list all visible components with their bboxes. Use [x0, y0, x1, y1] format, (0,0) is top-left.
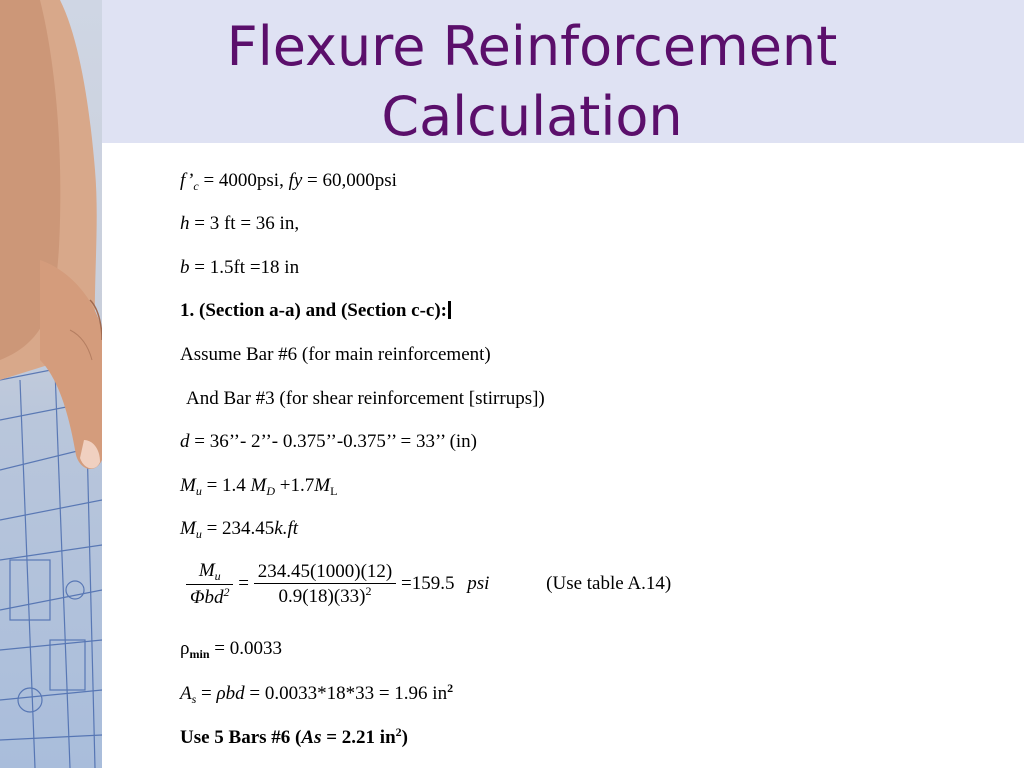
steel-area-value: = 0.0033*18*33 = 1.96 in	[244, 683, 448, 704]
symbol-As: A	[180, 683, 192, 704]
symbol-rho-subscript: min	[189, 647, 210, 661]
symbol-fc: f’	[180, 170, 194, 191]
assume-main-bar-text: Assume Bar #6 (for main reinforcement)	[180, 344, 491, 365]
equals-sign-2: =	[201, 683, 212, 704]
line-width	[180, 257, 299, 279]
moment-unit: k.ft	[274, 518, 299, 539]
section-heading-text: 1. (Section a-a) and (Section c-c):	[180, 300, 448, 321]
provided-area-exponent: 2	[395, 725, 402, 739]
equals-sign-1: =	[238, 572, 249, 594]
symbol-d: d	[180, 431, 190, 452]
moment-value: = 234.45	[206, 518, 275, 539]
factor-1-7: +1.7	[275, 475, 315, 496]
line-height	[180, 213, 299, 235]
fy-value: = 60,000psi	[302, 170, 397, 191]
line-factored-moment-value	[180, 518, 298, 542]
symbol-rho: ρ	[180, 638, 190, 659]
fraction-numeric-numerator: 234.45(1000)(12)	[254, 561, 397, 584]
symbol-fy: fy	[288, 170, 303, 191]
effective-depth-value: = 36’’- 2’’- 0.375’’-0.375’’ = 33’’ (in)	[189, 431, 477, 452]
fraction-den-square: 2	[223, 585, 230, 599]
fraction-numeric	[254, 561, 397, 608]
height-value: = 3 ft = 36 in,	[189, 213, 300, 234]
line-material-strengths	[180, 170, 397, 194]
width-value: = 1.5ft =18 in	[189, 257, 300, 278]
symbol-Mu-2-subscript: u	[195, 527, 202, 541]
decorative-hand-blueprint-image	[0, 0, 102, 768]
symbol-rhobd: ρbd	[216, 683, 245, 704]
fraction-num-subscript: u	[214, 569, 221, 583]
fc-value: = 4000psi,	[203, 170, 289, 191]
symbol-b: b	[180, 257, 190, 278]
line-effective-depth	[180, 431, 477, 453]
fraction-numeric-denominator: 0.9(18)(33)	[278, 586, 366, 607]
line-factored-moment-formula	[180, 475, 337, 499]
fraction-den-phibd: Φbd	[190, 587, 224, 608]
line-shear-bar	[186, 388, 545, 410]
table-note: (Use table A.14)	[546, 572, 672, 594]
symbol-Mu-subscript: u	[195, 484, 202, 498]
line-rho-min	[180, 638, 282, 662]
text-cursor	[448, 301, 451, 319]
use-bars-text: Use 5 Bars #6 (	[180, 727, 302, 748]
symbol-h: h	[180, 213, 190, 234]
fraction-mu-over-phibd2	[186, 560, 233, 609]
line-steel-area	[180, 681, 453, 707]
symbol-As-subscript: s	[191, 692, 197, 706]
fraction-numeric-square: 2	[365, 584, 372, 598]
line-use-bars	[180, 725, 408, 749]
symbol-Mu-2: M	[180, 518, 196, 539]
resistance-unit: psi	[467, 572, 490, 594]
resistance-result: =159.5	[401, 572, 455, 594]
closing-paren: )	[401, 727, 408, 748]
symbol-MD-subscript: D	[266, 484, 276, 498]
symbol-fc-subscript: c	[193, 179, 199, 193]
line-assume-main-bar	[180, 344, 491, 366]
symbol-MD: M	[250, 475, 267, 496]
factor-1-4: = 1.4	[206, 475, 251, 496]
slide-title-line-2: Calculation	[381, 85, 683, 148]
line-resistance-equation	[186, 560, 671, 609]
shear-bar-text: And Bar #3 (for shear reinforcement [stirrups])	[186, 388, 545, 409]
slide-title-line-1: Flexure Reinforcement	[226, 15, 838, 78]
section-heading	[180, 300, 451, 322]
rho-min-value: = 0.0033	[214, 638, 282, 659]
symbol-Mu: M	[180, 475, 196, 496]
provided-area-value: = 2.21 in	[321, 727, 396, 748]
slide-title	[102, 12, 962, 152]
symbol-ML: M	[314, 475, 331, 496]
symbol-ML-subscript: L	[330, 484, 338, 498]
symbol-As-bold: As	[301, 727, 322, 748]
fraction-num-M: M	[198, 560, 215, 581]
steel-area-exponent: 2	[447, 681, 454, 695]
